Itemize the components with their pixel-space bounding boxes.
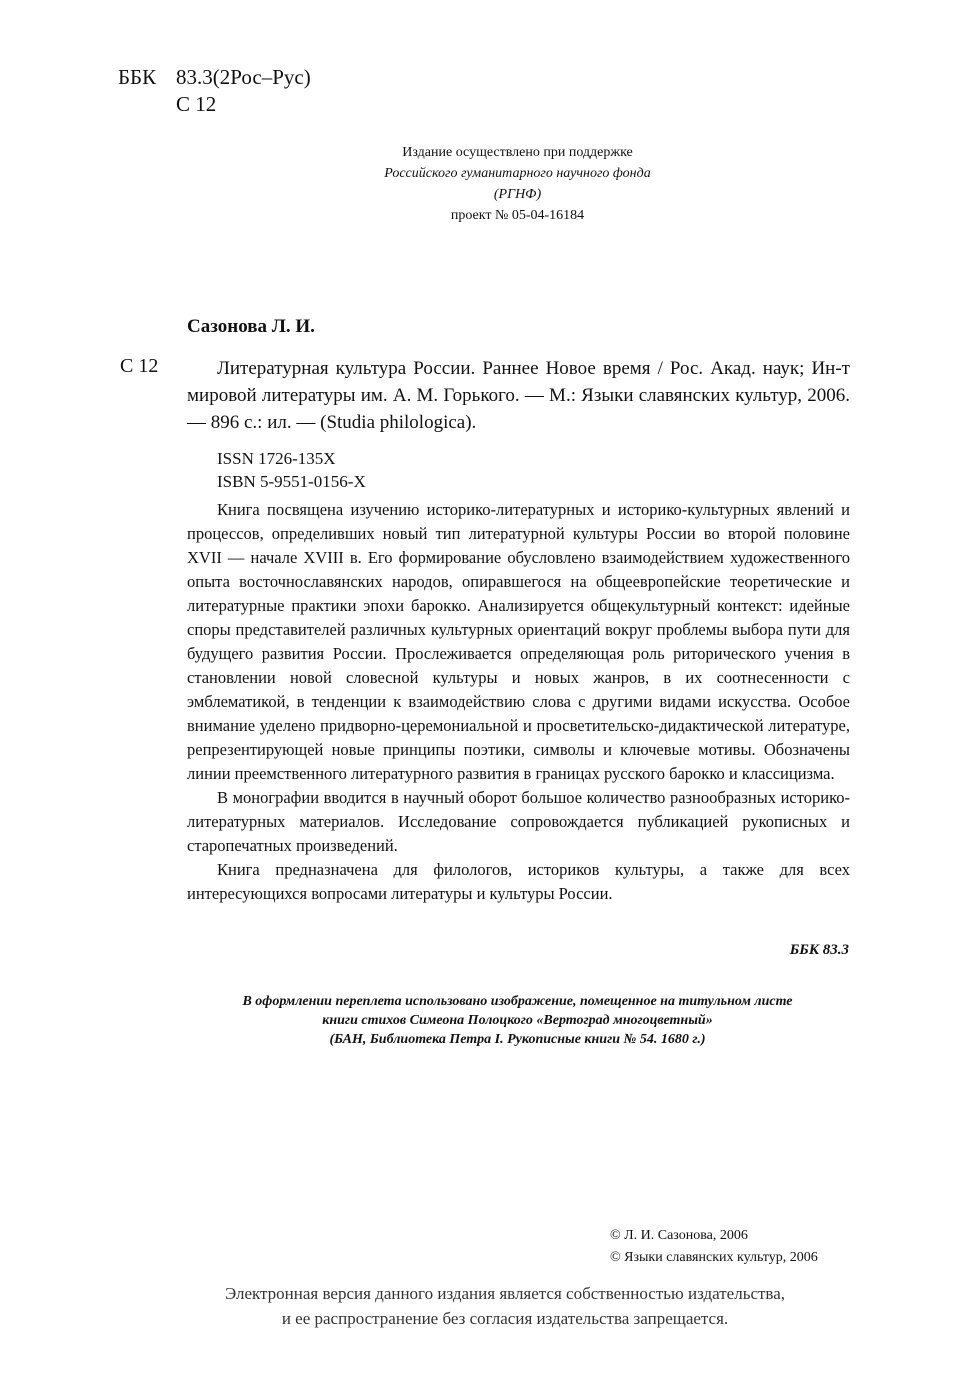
funding-line-1: Издание осуществлено при поддержке [402, 145, 633, 160]
bibliographic-description: Литературная культура России. Раннее Новое время / Рос. Акад. наук; Ин-т мировой литературы им. А. М. Горького. — М.: Языки славянских культур, 2006. — 896 с.: ил. — (Studia philologica). [187, 358, 850, 433]
footer-line-1: Электронная версия данного издания является собственностью издательства, [224, 1284, 786, 1303]
copyright-author: © Л. И. Сазонова, 2006 [610, 1228, 748, 1243]
bbk-classification [118, 64, 311, 118]
abstract-paragraph: Книга предназначена для филологов, историков культуры, а также для всех интересующихся вопросами литературы и культуры России. [187, 860, 850, 903]
bbk-end-code: ББК 83.3 [789, 942, 849, 958]
copyright-publisher: © Языки славянских культур, 2006 [610, 1250, 818, 1265]
identifiers [217, 447, 366, 493]
footer-line-2: и ее распространение без согласия издательства запрещается. [281, 1309, 729, 1328]
electronic-edition-notice [150, 1281, 860, 1331]
funding-line-4: проект № 05-04-16184 [450, 208, 585, 223]
author-name: Сазонова Л. И. [187, 316, 315, 337]
author-mark: С 12 [176, 92, 217, 116]
issn: ISSN 1726-135X [217, 449, 336, 468]
bbk-code: 83.3(2Рос–Рус) [176, 65, 311, 89]
cover-note [180, 992, 855, 1049]
cover-note-line-1: В оформлении переплета использовано изображение, помещенное на титульном листе [242, 994, 793, 1009]
funding-notice [300, 142, 735, 226]
bibliographic-record [187, 355, 850, 436]
catalog-mark: С 12 [120, 355, 159, 377]
abstract [187, 498, 850, 906]
cover-note-line-3: (БАН, Библиотека Петра I. Рукописные книги № 54. 1680 г.) [329, 1032, 706, 1047]
cover-note-line-2: книги стихов Симеона Полоцкого «Вертоград многоцветный» [322, 1013, 713, 1028]
funding-line-2: Российского гуманитарного научного фонда [384, 166, 651, 181]
abstract-paragraph: Книга посвящена изучению историко-литературных и историко-культурных явлений и процессов, определивших новый тип литературной культуры России во второй половине XVII — начале XVIII в. Его формирование обусловлено взаимодействием художественного опыта восточнославянских народов, опиравшегося на общеевропейские теоретические и литературные практики эпохи барокко. Анализируется общекультурный контекст: идейные споры представителей различных культурных ориентаций вокруг проблемы выбора пути для будущего развития России. Прослеживается определяющая роль риторического учения в становлении новой словесной культуры и новых жанров, в их соотнесенности с эмблематикой, в тенденции к взаимодействию слова с другими видами искусства. Особое внимание уделено придворно-церемониальной и просветительско-дидактической литературе, репрезентирующей новые принципы поэтики, символы и ключевые мотивы. Обозначены линии преемственного литературного развития в границах русского барокко и классицизма. [187, 500, 850, 783]
bbk-label: ББК [118, 65, 157, 89]
isbn: ISBN 5-9551-0156-X [217, 472, 366, 491]
funding-line-3: (РГНФ) [493, 187, 542, 202]
copyright [610, 1225, 818, 1269]
abstract-paragraph: В монографии вводится в научный оборот большое количество разнообразных историко-литературных материалов. Исследование сопровождается публикацией рукописных и старопечатных произведений. [187, 788, 850, 855]
